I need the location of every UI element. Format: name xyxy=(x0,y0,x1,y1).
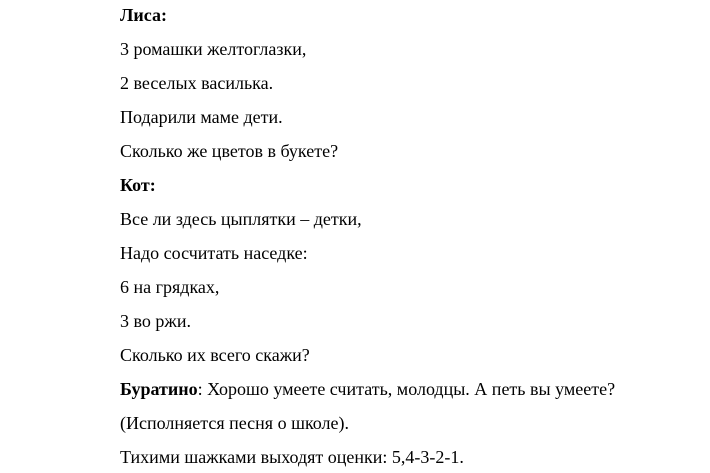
line-text: Тихими шажками выходят оценки: 5,4-3-2-1. xyxy=(120,447,464,467)
speaker-name: Кот: xyxy=(120,175,156,195)
line-text: 6 на грядках, xyxy=(120,277,220,297)
line-text: Сколько же цветов в букете? xyxy=(120,141,339,161)
text-line xyxy=(120,276,219,298)
line-text: Надо сосчитать наседке: xyxy=(120,243,308,263)
text-line xyxy=(120,412,349,434)
text-line xyxy=(120,106,283,128)
line-text: 2 веселых василька. xyxy=(120,73,274,93)
line-text: 3 ромашки желтоглазки, xyxy=(120,39,307,59)
line-text: Все ли здесь цыплятки – детки, xyxy=(120,209,362,229)
line-text: Подарили маме дети. xyxy=(120,107,283,127)
text-line xyxy=(120,310,191,332)
speaker-line-cat xyxy=(120,174,156,196)
line-text: Сколько их всего скажи? xyxy=(120,345,310,365)
text-line xyxy=(120,38,306,60)
speaker-line-fox xyxy=(120,4,167,26)
text-line xyxy=(120,140,338,162)
speaker-name: Буратино xyxy=(120,379,198,399)
line-text: (Исполняется песня о школе). xyxy=(120,413,350,433)
speaker-line-buratino xyxy=(120,378,615,400)
text-line xyxy=(120,208,362,230)
speaker-name: Лиса: xyxy=(120,5,167,25)
line-text: : Хорошо умеете считать, молодцы. А петь вы умеете? xyxy=(197,379,616,399)
text-line xyxy=(120,344,310,366)
line-text: 3 во ржи. xyxy=(120,311,191,331)
text-line xyxy=(120,242,308,264)
text-line xyxy=(120,446,464,468)
text-line xyxy=(120,72,273,94)
